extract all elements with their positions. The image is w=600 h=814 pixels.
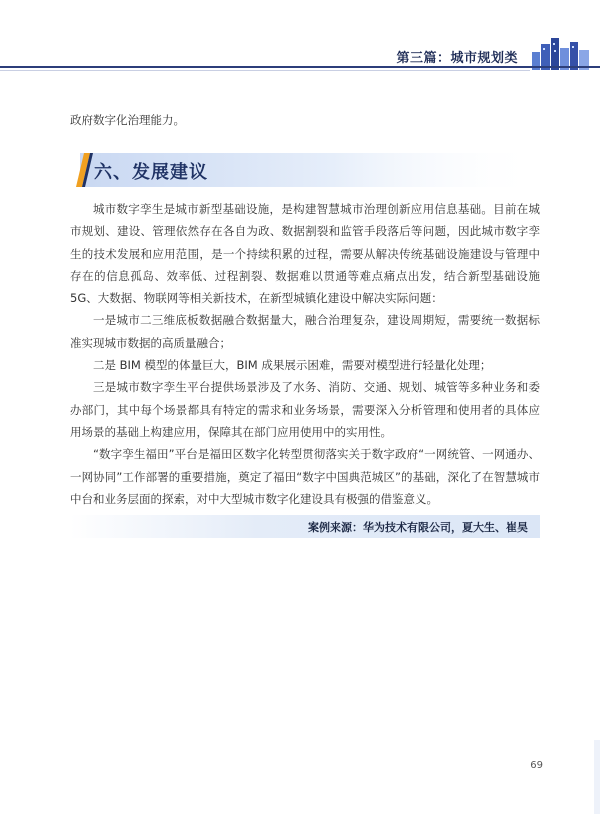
- page-number: 69: [530, 760, 543, 771]
- case-source-text: 案例来源：华为技术有限公司，夏大生、崔昊: [308, 521, 528, 534]
- page-header: [0, 0, 600, 72]
- paragraph: 三是城市数字孪生平台提供场景涉及了水务、消防、交通、规划、城管等多种业务和委办部门，其中每个场景都具有特定的需求和业务场景，需要深入分析管理和使用者的具体应用场景的基础上构建应用，保障其在部门应用使用中的实用性。: [70, 380, 540, 439]
- paragraph: 城市数字孪生是城市新型基础设施，是构建智慧城市治理创新应用信息基础。目前在城市规划、建设、管理依然存在各自为政、数据割裂和监管手段落后等问题，因此城市数字孪生的技术发展和应用范围，是一个持续积累的过程，需要从解决传统基础设施建设与管理中存在的信息孤岛、效率低、过程割裂、数据难以贯通等难点痛点出发，结合新型基础设施 5G、大数据、物联网等相关新技术，在新型城镇化建设中解决实际问题：: [70, 202, 540, 306]
- page-edge-accent: [594, 740, 600, 814]
- city-skyline-icon: [530, 34, 592, 70]
- paragraph: “数字孪生福田”平台是福田区数字化转型贯彻落实关于数字政府“一网统管、一网通办、一网协同”工作部署的重要措施，奠定了福田“数字中国典范城区”的基础，深化了在智慧城市中台和业务层面的探索，对中大型城市数字化建设具有极强的借鉴意义。: [70, 447, 540, 506]
- header-rule-thin: [0, 70, 530, 71]
- paragraph: 一是城市二三维底板数据融合数据量大，融合治理复杂，建设周期短，需要统一数据标准实现城市数据的高质量融合；: [70, 313, 540, 350]
- header-title: 第三篇：城市规划类: [396, 51, 518, 66]
- section-title: 六、发展建议: [94, 162, 208, 183]
- header-rule: [0, 66, 600, 68]
- section-heading: [70, 153, 540, 187]
- case-source-bar: [70, 515, 540, 538]
- carry-over-text: 政府数字化治理能力。: [70, 113, 185, 127]
- paragraph: 二是 BIM 模型的体量巨大，BIM 成果展示困难，需要对模型进行轻量化处理；: [93, 358, 492, 373]
- body-text: [70, 198, 540, 510]
